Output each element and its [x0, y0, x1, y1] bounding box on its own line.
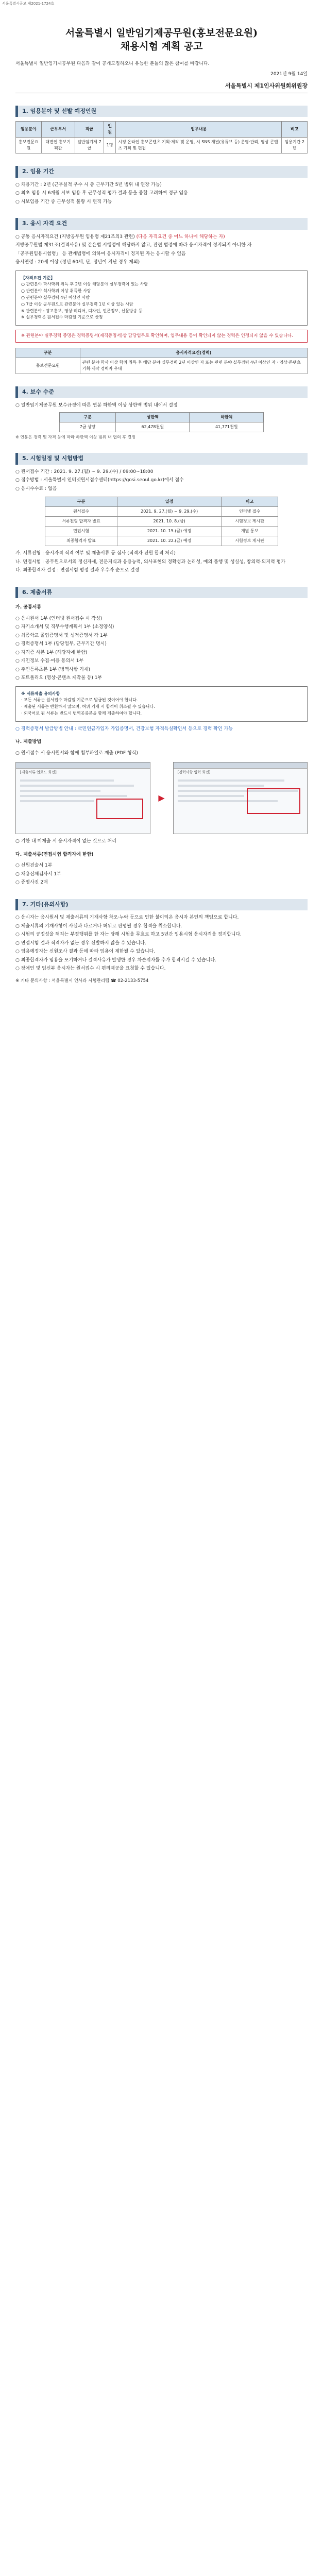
list-item: ○ 채용신체검사서 1부: [15, 871, 61, 877]
list-item: ※ 관련분야 : 광고홍보, 영상·미디어, 디자인, 언론정보, 신문방송 등: [21, 308, 143, 313]
list-item: · 외국어로 된 서류는 반드시 번역공증본을 함께 제출하여야 합니다.: [21, 710, 142, 716]
intro-text: 서울특별시 일반임기제공무원 다음과 같이 공개모집하오니 유능한 분들의 많은 참여를 바랍니다.: [15, 61, 210, 67]
page-title: [15, 0, 308, 53]
table-row: [16, 138, 308, 154]
cell: 관련 분야 학사 이상 학위 취득 후 해당 분야 실무경력 2년 이상인 자 또는 관련 분야 실무경력 4년 이상인 자 · 영상·콘텐츠 기획·제작 경력자 우대: [80, 358, 307, 374]
list-item: ※ 실무경력은 원서접수 마감일 기준으로 산정: [21, 315, 103, 320]
list-item: ○ 장애인 및 임신부 응시자는 원서접수 시 편의제공을 요청할 수 있습니다.: [15, 966, 166, 972]
cell: 시험정보 게시판: [221, 536, 278, 546]
list-item: ○ 자격증 사본 1부 (해당자에 한함): [15, 650, 88, 655]
list-item: 가. 서류전형 : 응시자격 적격 여부 및 제출서류 등 심사 (적격자 전원 합격 처리): [15, 551, 176, 556]
list-item: ○ 경력증명서 발급방법 안내 : 국민연금가입자 가입증명서, 건강보험 자격득실확인서 등으로 경력 확인 가능: [15, 726, 233, 732]
section-7-heading: 7. 기타(유의사항): [15, 899, 308, 911]
screenshot-row: [15, 762, 308, 834]
salary-lead: [15, 402, 308, 410]
list-item: ○ 접수방법 : 서울특별시 인터넷원서접수센터(https://gosi.seoul.go.kr)에서 접수: [15, 478, 184, 483]
schedule-intro: [15, 469, 308, 493]
eligibility-table: [15, 348, 308, 374]
section-5-heading: 5. 시험일정 및 시험방법: [15, 453, 308, 465]
title-line-1: 서울특별시 일반임기제공무원(홍보전문요원): [65, 27, 258, 39]
cell: 7급 상당: [60, 422, 116, 432]
announce-date: 2021년 9월 14일: [270, 71, 308, 77]
list-item: ○ 채용기간 : 2년 (근무실적 우수 시 총 근무기간 5년 범위 내 연장 가능): [15, 182, 162, 188]
list-item: ○ 자기소개서 및 직무수행계획서 1부 (소정양식): [15, 624, 114, 630]
list-item: ○ 시보임용 기간 중 근무성적 불량 시 면직 가능: [15, 199, 112, 205]
top-note: 서울특별시공고 제2021-1724호: [2, 2, 55, 6]
list-item: ○ 공통 응시자격요건 (지방공무원 임용령 제21조의3 관련) (다음 자격요건 중 어느 하나에 해당하는 자): [15, 234, 225, 240]
salary-note: ※ 연봉은 경력 및 자격 등에 따라 하한액 이상 범위 내 협의 후 결정: [15, 435, 135, 439]
th-note: 비고: [221, 497, 278, 507]
cell: 홍보전문요원: [16, 358, 80, 374]
cell: 개별 통보: [221, 527, 278, 536]
list-item: ○ 주민등록초본 1부 (병역사항 기재): [15, 667, 91, 672]
list-item: ○ 관련분야 학사학위 취득 후 2년 이상 해당분야 실무경력이 있는 사람: [21, 282, 148, 287]
cell: 2021. 9. 27.(월) ~ 9. 29.(수): [117, 507, 222, 517]
list-item: ○ 최초 임용 시 6개월 시보 임용 후 근무성적 평가 결과 등을 종합 고려하여 정규 임용: [15, 191, 188, 196]
shot-label: [제출서류 업로드 화면]: [20, 770, 57, 775]
th-duties: 업무내용: [116, 122, 282, 138]
table-row: [16, 358, 308, 374]
list-item: · 모든 서류는 원서접수 마감일 기준으로 발급된 것이어야 합니다.: [21, 698, 138, 703]
list-item: ○ 원서접수 시 응시원서와 함께 첨부파일로 제출 (PDF 형식): [15, 750, 138, 756]
cell: 1명: [104, 138, 115, 154]
documents-notice-box: [15, 686, 308, 722]
th-dept: 근무부서: [41, 122, 75, 138]
box-label: 【자격요건 기준】: [21, 275, 55, 280]
list-item: ○ 개인정보 수집·이용 동의서 1부: [15, 658, 84, 664]
cell: 2021. 10. 8.(금): [117, 517, 222, 527]
cell: 인터넷 접수: [221, 507, 278, 517]
cell: 대변인 홍보기획관: [41, 138, 75, 154]
th-date: 일정: [117, 497, 222, 507]
cell: 홍보전문요원: [16, 138, 42, 154]
cell: 62,478천원: [115, 422, 189, 432]
cell: 시험정보 게시판: [221, 517, 278, 527]
subheading: 나. 제출방법: [15, 739, 42, 745]
cell: 일반임기제 7급: [75, 138, 104, 154]
qualification-box: [15, 270, 308, 326]
table-row: [45, 517, 278, 527]
list-item: ○ 신원진술서 1부: [15, 863, 53, 869]
list-item: 「공무원임용시험령」 등 관계법령에 의하여 응시자격이 정지된 자는 응시할 수 없음: [15, 251, 186, 257]
th-count: 인원: [104, 122, 115, 138]
list-item: 지방공무원법 제31조(결격사유) 및 같은법 시행령에 해당하지 않고, 관련 법령에 따라 응시자격이 정지되지 아니한 자: [15, 243, 252, 248]
th-grade: 구분: [60, 413, 116, 422]
final-docs-list: [15, 862, 308, 887]
method-list: [15, 550, 308, 574]
cell: 면접시험: [45, 527, 117, 536]
list-item: ○ 응시원서 1부 (인터넷 원서접수 시 작성): [15, 616, 103, 621]
warning-box: ※ 관련분야 실무경력 증명은 경력증명서(재직증명서)상 담당업무로 확인하며, 업무내용 등이 확인되지 않는 경력은 인정되지 않을 수 있습니다.: [15, 330, 308, 343]
schedule-table: [45, 497, 279, 546]
term-list: [15, 182, 308, 206]
issuing-org: 서울특별시 제1인사위원회위원장: [225, 82, 308, 90]
list-item: ○ 원서접수 기간 : 2021. 9. 27.(월) ~ 9. 29.(수) / 09:00~18:00: [15, 469, 154, 474]
list-item: ○ 일반임기제공무원 보수규정에 따른 연봉 하한액 이상 상한액 범위 내에서 결정: [15, 402, 178, 408]
list-item: ○ 응시수수료 : 없음: [15, 486, 57, 492]
cell: 41,771천원: [190, 422, 263, 432]
section-6-heading: 6. 제출서류: [15, 587, 308, 599]
th-remark: 비고: [282, 122, 308, 138]
cell: 2021. 10. 15.(금) 예정: [117, 527, 222, 536]
documents-list: [15, 616, 308, 682]
upload-screen-illustration: [15, 762, 150, 834]
cell: 원서접수: [45, 507, 117, 517]
section-1-heading: 1. 임용분야 및 선발 예정인원: [15, 106, 308, 117]
th-grade: 직급: [75, 122, 104, 138]
eligibility-intro: [15, 234, 308, 266]
title-line-2: 채용시험 계획 공고: [120, 40, 203, 52]
th-requirement: 응시자격요건(경력): [80, 348, 307, 358]
list-item: ○ 7급 이상 공무원으로 관련분야 실무경력 1년 이상 있는 사람: [21, 301, 133, 307]
table-row: [45, 527, 278, 536]
list-item: ○ 경력증명서 1부 (담당업무, 근무기간 명시): [15, 641, 107, 647]
arrow-right-icon: ▶: [158, 793, 165, 803]
th-min: 하한액: [190, 413, 263, 422]
cell: 임용기간 2년: [282, 138, 308, 154]
list-item: · 제출된 서류는 반환하지 않으며, 허위 기재 시 합격이 취소될 수 있습니다.: [21, 704, 155, 709]
list-item: ○ 관련분야 실무경력 4년 이상인 사람: [21, 295, 90, 300]
shot-label: [경력사항 입력 화면]: [177, 770, 211, 775]
highlight-box: [247, 788, 300, 814]
section-2-heading: 2. 임용 기간: [15, 166, 308, 178]
cell: 2021. 10. 22.(금) 예정: [117, 536, 222, 546]
list-item: 나. 면접시험 : 공무원으로서의 정신자세, 전문지식과 응용능력, 의사표현의 정확성과 논리성, 예의·품행 및 성실성, 창의력·의지력 평가: [15, 559, 285, 565]
position-table: [15, 121, 308, 154]
section-3-heading: 3. 응시 자격 요건: [15, 218, 308, 230]
red-note: (다음 자격요건 중 어느 하나에 해당하는 자): [136, 234, 225, 240]
table-row: [45, 536, 278, 546]
list-item: ○ 임용예정자는 신원조사 결과 등에 따라 임용이 제한될 수 있습니다.: [15, 949, 156, 955]
th-field: 임용분야: [16, 122, 42, 138]
cell: 서류전형 합격자 발표: [45, 517, 117, 527]
list-item: ○ 최종학교 졸업증명서 및 성적증명서 각 1부: [15, 633, 108, 638]
box-label: ※ 서류제출 유의사항: [21, 691, 60, 696]
contact-footer: ※ 기타 문의사항 : 서울특별시 인사과 시험관리팀 ☎ 02-2133-5754: [15, 978, 149, 984]
th-max: 상한액: [115, 413, 189, 422]
cell: 시정 온라인 홍보콘텐츠 기획·제작 및 운영, 시 SNS 채널(유튜브 등) 운영·관리, 영상 콘텐츠 기획 및 편집: [116, 138, 282, 154]
list-item: ○ 관련분야 석사학위 이상 취득한 사람: [21, 289, 91, 294]
career-screen-illustration: [173, 762, 308, 834]
list-item: 다. 최종합격자 결정 : 면접시험 평정 결과 우수자 순으로 결정: [15, 568, 140, 573]
salary-table: [59, 412, 264, 432]
list-item: ○ 기한 내 미제출 시 응시자격이 없는 것으로 처리: [15, 839, 116, 844]
th-category: 구분: [16, 348, 80, 358]
list-item: ○ 제출서류의 기재사항이 사실과 다르거나 허위로 판명될 경우 합격을 취소합니다.: [15, 923, 182, 929]
table-row: [45, 507, 278, 517]
list-item: ○ 시험의 공정성을 해치는 부정행위를 한 자는 당해 시험을 무효로 하고 5년간 임용시험 응시자격을 정지합니다.: [15, 932, 242, 938]
notice-list: [15, 914, 308, 973]
list-item: ○ 최종합격자가 임용을 포기하거나 결격사유가 발생한 경우 차순위자를 추가 합격시킬 수 있습니다.: [15, 957, 216, 963]
highlight-box: [96, 799, 143, 819]
list-item: ○ 증명사진 2매: [15, 880, 48, 886]
list-item: ○ 응시자는 응시원서 및 제출서류의 기재사항 착오·누락 등으로 인한 불이익은 응시자 본인의 책임으로 합니다.: [15, 915, 239, 921]
list-item: 응시연령 : 20세 이상 (정년 60세, 단, 정년이 지난 경우 제외): [15, 260, 140, 265]
section-4-heading: 4. 보수 수준: [15, 386, 308, 398]
th-stage: 구분: [45, 497, 117, 507]
list-item: ○ 면접시험 결과 적격자가 없는 경우 선발하지 않을 수 있습니다.: [15, 940, 146, 946]
table-row: [60, 422, 264, 432]
subheading: 가. 공통서류: [15, 605, 42, 610]
list-item: ○ 포트폴리오 (영상·콘텐츠 제작물 등) 1부: [15, 675, 103, 681]
cell: 최종합격자 발표: [45, 536, 117, 546]
subheading: 다. 제출서류(면접시험 합격자에 한함): [15, 852, 94, 857]
